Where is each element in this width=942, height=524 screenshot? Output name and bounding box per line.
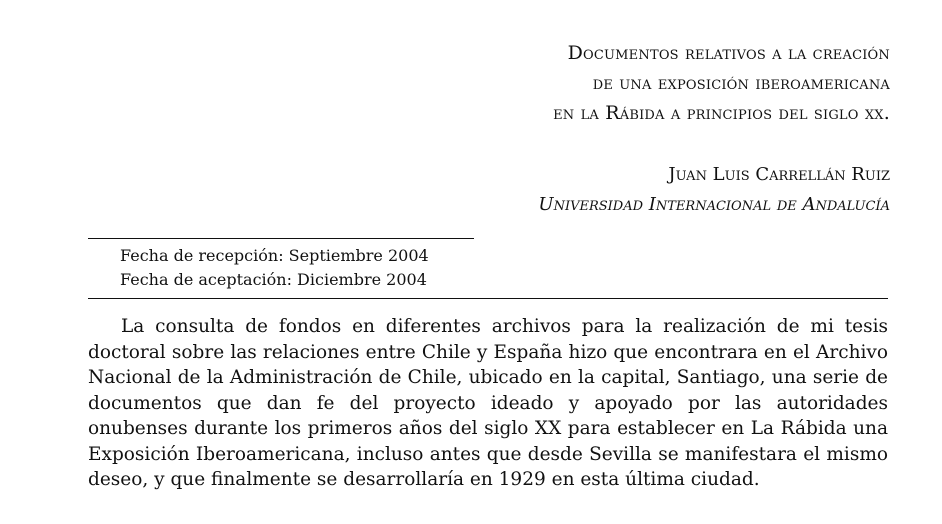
title-line-1: Documentos relativos a la creación — [567, 42, 890, 64]
title-line-3: en la Rábida a principios del siglo xx. — [553, 102, 890, 124]
top-divider — [88, 238, 474, 239]
accepted-date: Fecha de aceptación: Diciembre 2004 — [120, 270, 427, 289]
body-paragraph: La consulta de fondos en diferentes archivos para la realización de mi tesis doctoral sobre las relaciones entre Chile y España hizo que encontrara en el Archivo Nacional de la Administración de Chile, ubicado en la capital, Santiago, una serie de documentos que dan fe del proyecto ideado y apoyado por las autoridades onubenses durante los primeros años del siglo XX para establecer en La Rábida una Exposición Iberoamericana, incluso antes que desde Sevilla se manifestara el mismo deseo, y que finalmente se desarrollaría en 1929 en esta última ciudad. — [88, 316, 888, 490]
author-name: Juan Luis Carrellán Ruiz — [668, 164, 890, 185]
author-affiliation: Universidad Internacional de Andalucía — [538, 194, 890, 215]
author-block — [538, 160, 890, 220]
title-line-2: de una exposición iberoamericana — [592, 72, 890, 94]
article-title — [553, 38, 890, 128]
bottom-divider — [88, 298, 888, 299]
dates-block — [120, 244, 429, 292]
received-date: Fecha de recepción: Septiembre 2004 — [120, 246, 429, 265]
